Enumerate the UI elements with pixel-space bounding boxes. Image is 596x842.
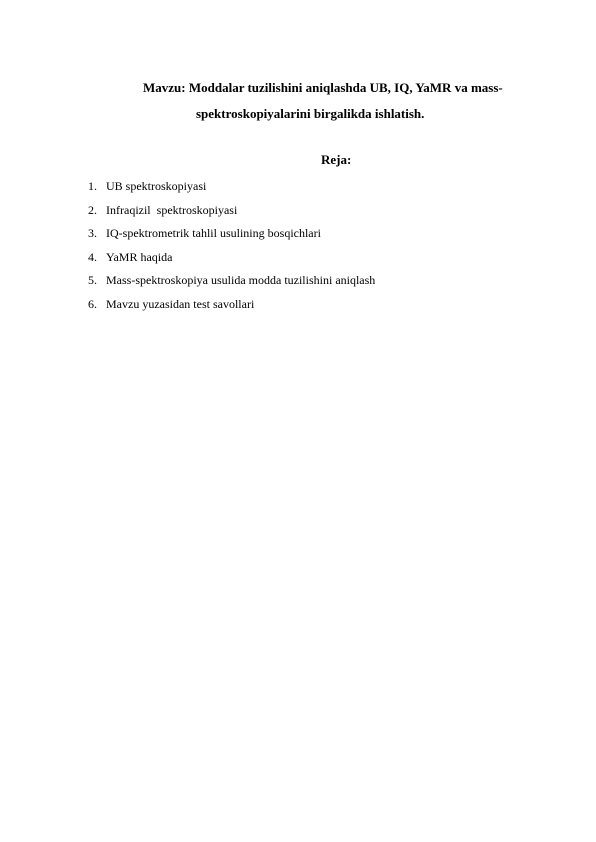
plan-item-text: Mass-spektroskopiya usulida modda tuzilishini aniqlash bbox=[106, 273, 376, 288]
plan-item-text: YaMR haqida bbox=[106, 249, 173, 264]
plan-item-5 bbox=[88, 271, 375, 295]
plan-heading: Reja: bbox=[321, 152, 352, 167]
plan-item-text: Infraqizil spektroskopiyasi bbox=[106, 202, 238, 217]
plan-item-number: 1. bbox=[88, 179, 97, 193]
plan-item-text: UB spektroskopiyasi bbox=[106, 179, 207, 193]
plan-item-text: Mavzu yuzasidan test savollari bbox=[106, 296, 255, 311]
plan-item-1 bbox=[88, 177, 375, 201]
plan-item-2 bbox=[88, 201, 375, 225]
plan-item-text: IQ-spektrometrik tahlil usulining bosqichlari bbox=[106, 226, 321, 241]
plan-item-4 bbox=[88, 248, 375, 272]
plan-item-6 bbox=[88, 295, 375, 319]
topic-title-line-2: spektroskopiyalarini birgalikda ishlatish. bbox=[196, 106, 425, 121]
plan-item-number: 3. bbox=[88, 226, 97, 241]
plan-item-number: 2. bbox=[88, 202, 97, 217]
plan-item-number: 6. bbox=[88, 296, 97, 311]
plan-item-number: 4. bbox=[88, 249, 97, 264]
plan-item-number: 5. bbox=[88, 273, 97, 288]
topic-title-line-1: Mavzu: Moddalar tuzilishini aniqlashda UB, IQ, YaMR va mass- bbox=[143, 80, 503, 95]
plan-list bbox=[88, 177, 375, 319]
plan-item-3 bbox=[88, 224, 375, 248]
